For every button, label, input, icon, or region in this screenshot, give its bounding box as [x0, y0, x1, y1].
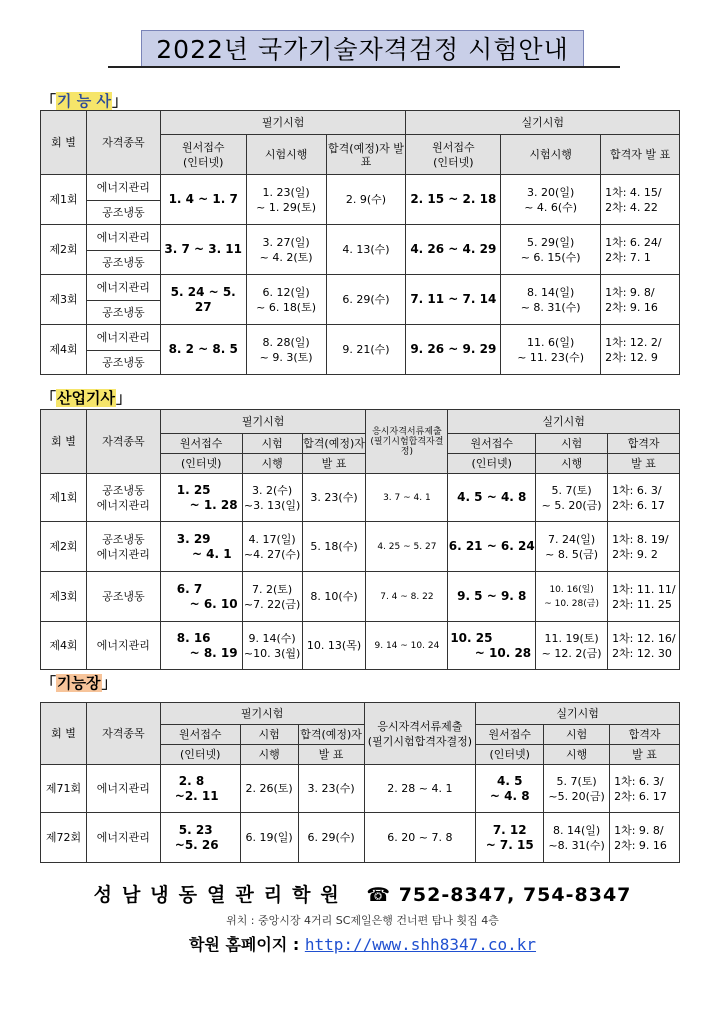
exam-end: ~ 5. 20(금) — [541, 498, 602, 512]
practical-apply-cell: 9. 26 ~ 9. 29 — [406, 325, 501, 375]
header-practical-exam: 시험 — [536, 434, 608, 454]
written-exam-cell — [246, 175, 326, 225]
subject-cell: 에너지관리 — [86, 325, 160, 351]
exam-end: ~7. 22(금) — [243, 597, 301, 611]
exam-start: 6. 12(일) — [262, 285, 310, 299]
result-second: 2차: 6. 17 — [614, 789, 667, 803]
result-second: 2차: 12. 30 — [612, 646, 672, 660]
header-exam-2: 시행 — [242, 454, 302, 474]
exam-start: 3. 20(일) — [527, 185, 575, 199]
docs-cell: 3. 7 ~ 4. 1 — [366, 474, 448, 522]
round-cell: 제72회 — [41, 813, 87, 863]
practical-apply-cell: 4. 5 ~ 4. 8 — [448, 474, 536, 522]
result-second: 2차: 9. 16 — [605, 300, 658, 314]
subject-cell: 공조냉동 — [86, 572, 160, 622]
exam-end: ~ 6. 15(수) — [520, 250, 581, 264]
header-practical-exam: 시험시행 — [501, 135, 601, 175]
header-docs — [366, 410, 448, 474]
subject-cell: 에너지관리 — [86, 813, 160, 863]
header-apply: 원서접수 — [160, 434, 242, 454]
exam-start: 10. 16(일) — [549, 584, 594, 595]
subject-line: 공조냉동 — [102, 532, 145, 546]
subject-cell: 에너지관리 — [86, 225, 160, 251]
exam-end: ~4. 27(수) — [243, 547, 301, 561]
final-result-cell — [601, 175, 680, 225]
header-apply-label: 원서접수 — [181, 140, 225, 154]
exam-end: ~ 4. 6(수) — [524, 200, 578, 214]
exam-end: ~ 11. 23(수) — [517, 350, 585, 364]
practical-apply-cell — [448, 622, 536, 670]
practical-exam-cell — [501, 275, 601, 325]
written-apply-cell — [160, 522, 242, 572]
bracket-open: 「 — [41, 389, 57, 407]
exam-end: ~ 8. 31(수) — [520, 300, 581, 314]
written-exam-cell — [242, 572, 302, 622]
academy-contact-line — [0, 880, 725, 907]
header-apply — [160, 135, 246, 175]
title-underline — [108, 66, 620, 68]
written-result-cell: 5. 18(수) — [302, 522, 366, 572]
written-result-cell: 6. 29(수) — [326, 275, 406, 325]
header-online: (인터넷) — [160, 454, 242, 474]
telephone-icon: ☎ — [366, 884, 392, 906]
result-first: 1차: 9. 8/ — [614, 823, 664, 837]
written-apply-cell — [160, 765, 240, 813]
homepage-line — [0, 932, 725, 955]
round-cell: 제1회 — [41, 474, 87, 522]
apply-end: ~5. 26 — [174, 837, 219, 852]
written-exam-cell — [242, 622, 302, 670]
exam-end: ~ 8. 5(금) — [545, 547, 599, 561]
docs-cell: 4. 25 ~ 5. 27 — [366, 522, 448, 572]
docs-cell: 7. 4 ~ 8. 22 — [366, 572, 448, 622]
exam-end: ~3. 13(일) — [243, 498, 301, 512]
written-apply-cell: 8. 2 ~ 8. 5 — [160, 325, 246, 375]
written-apply-cell — [160, 622, 242, 670]
result-second: 2차: 9. 2 — [612, 547, 658, 561]
exam-end: ~5. 20(금) — [548, 789, 605, 803]
subject-cell: 에너지관리 — [86, 622, 160, 670]
subject-line: 공조냉동 — [102, 483, 145, 497]
result-first: 1차: 6. 3/ — [614, 774, 664, 788]
subject-cell: 에너지관리 — [86, 275, 160, 301]
result-first: 1차: 4. 15/ — [605, 185, 662, 199]
header-exam: 시험시행 — [246, 135, 326, 175]
apply-end: ~2. 11 — [174, 788, 219, 803]
location-text: 위치 : 중앙시장 4거리 SC제일은행 건너편 탐나 횟집 4층 — [226, 914, 499, 927]
round-cell: 제1회 — [41, 175, 87, 225]
saneopgisa-schedule-table — [40, 409, 680, 670]
bracket-close: 」 — [101, 674, 117, 692]
written-result-cell: 3. 23(수) — [302, 474, 366, 522]
result-first: 1차: 9. 8/ — [605, 285, 655, 299]
header-online-label: (인터넷) — [433, 155, 474, 169]
header-written: 필기시험 — [160, 410, 366, 434]
header-written: 필기시험 — [160, 703, 364, 725]
practical-apply-cell — [476, 813, 544, 863]
written-result-cell: 8. 10(수) — [302, 572, 366, 622]
practical-exam-cell — [536, 622, 608, 670]
exam-start: 5. 7(토) — [551, 483, 592, 497]
header-result: 합격(예정)자 — [298, 725, 364, 745]
apply-end: ~ 4. 1 — [191, 546, 232, 561]
written-exam-cell — [242, 474, 302, 522]
subject-cell: 공조냉동 — [86, 351, 160, 375]
exam-end: ~ 1. 29(토) — [256, 200, 317, 214]
apply-end: ~ 6. 10 — [189, 596, 238, 611]
exam-start: 4. 17(일) — [248, 532, 296, 546]
apply-start: 10. 25 — [450, 630, 493, 645]
written-result-cell: 3. 23(수) — [298, 765, 364, 813]
apply-end: ~ 7. 15 — [485, 837, 534, 852]
header-exam-2: 시행 — [544, 745, 610, 765]
result-second: 2차: 11. 25 — [612, 597, 672, 611]
result-first: 1차: 8. 19/ — [612, 532, 669, 546]
round-cell: 제2회 — [41, 522, 87, 572]
written-apply-cell — [160, 474, 242, 522]
practical-exam-cell — [536, 572, 608, 622]
final-result-cell — [608, 522, 680, 572]
bracket-open: 「 — [41, 674, 57, 692]
apply-start: 4. 5 — [497, 773, 523, 788]
result-first: 1차: 6. 3/ — [612, 483, 662, 497]
apply-start: 1. 25 — [176, 482, 211, 497]
apply-end: ~ 4. 8 — [489, 788, 530, 803]
exam-end: ~10. 3(월) — [243, 646, 301, 660]
exam-end: ~ 10. 28(금) — [544, 598, 599, 609]
header-result: 합격(예정)자 발 표 — [326, 135, 406, 175]
header-round: 회 별 — [41, 410, 87, 474]
apply-start: 5. 23 — [178, 822, 213, 837]
bracket-close: 」 — [111, 92, 127, 110]
header-subject: 자격종목 — [86, 703, 160, 765]
header-round: 회 별 — [41, 703, 87, 765]
result-second: 2차: 7. 1 — [605, 250, 651, 264]
exam-start: 3. 27(일) — [262, 235, 310, 249]
round-cell: 제2회 — [41, 225, 87, 275]
header-practical: 실기시험 — [476, 703, 680, 725]
written-result-cell: 4. 13(수) — [326, 225, 406, 275]
header-online-label: (인터넷) — [182, 155, 224, 169]
subject-cell: 공조냉동 — [86, 301, 160, 325]
practical-apply-cell: 9. 5 ~ 9. 8 — [448, 572, 536, 622]
written-exam-cell — [246, 275, 326, 325]
subject-cell: 공조냉동 — [86, 251, 160, 275]
practical-exam-cell — [536, 522, 608, 572]
header-exam: 시험 — [240, 725, 298, 745]
result-first: 1차: 11. 11/ — [612, 582, 676, 596]
bracket-close: 」 — [115, 389, 131, 407]
round-cell: 제71회 — [41, 765, 87, 813]
exam-start: 5. 29(일) — [527, 235, 575, 249]
apply-start: 6. 7 — [176, 581, 203, 596]
exam-end: ~ 4. 2(토) — [259, 250, 313, 264]
exam-end: ~8. 31(수) — [548, 838, 605, 852]
section-title: 산업기사 — [57, 389, 115, 407]
bracket-open: 「 — [41, 92, 57, 110]
round-cell: 제4회 — [41, 622, 87, 670]
header-subject: 자격종목 — [86, 410, 160, 474]
written-result-cell: 2. 9(수) — [326, 175, 406, 225]
header-result-2: 발 표 — [302, 454, 366, 474]
result-second: 2차: 4. 22 — [605, 200, 658, 214]
header-practical-apply: 원서접수 — [476, 725, 544, 745]
title-wrap — [0, 30, 725, 68]
header-final-result: 합격자 발 표 — [601, 135, 680, 175]
docs-sublabel: (필기시험합격자결정) — [370, 436, 444, 457]
exam-start: 11. 6(일) — [527, 335, 575, 349]
practical-apply-cell: 7. 11 ~ 7. 14 — [406, 275, 501, 325]
header-apply-label: 원서접수 — [432, 140, 475, 154]
written-apply-cell: 3. 7 ~ 3. 11 — [160, 225, 246, 275]
apply-end: ~ 1. 28 — [189, 497, 238, 512]
practical-apply-cell: 6. 21 ~ 6. 24 — [448, 522, 536, 572]
gineungjang-schedule-table — [40, 702, 680, 863]
header-online: (인터넷) — [160, 745, 240, 765]
written-apply-cell: 5. 24 ~ 5. 27 — [160, 275, 246, 325]
practical-apply-cell: 4. 26 ~ 4. 29 — [406, 225, 501, 275]
exam-start: 8. 28(일) — [262, 335, 310, 349]
homepage-label: 학원 홈페이지 : — [188, 935, 300, 954]
result-first: 1차: 12. 2/ — [605, 335, 662, 349]
page-title: 2022년 국가기술자격검정 시험안내 — [141, 30, 583, 68]
round-cell: 제3회 — [41, 572, 87, 622]
exam-end: ~ 12. 2(금) — [541, 646, 602, 660]
written-exam-cell — [246, 225, 326, 275]
section-title: 기 능 사 — [57, 92, 111, 110]
exam-start: 1. 23(일) — [262, 185, 310, 199]
exam-start: 9. 14(수) — [248, 631, 296, 645]
header-practical-exam: 시험 — [544, 725, 610, 745]
docs-cell: 6. 20 ~ 7. 8 — [364, 813, 476, 863]
final-result-cell — [610, 813, 680, 863]
header-subject: 자격종목 — [86, 111, 160, 175]
header-written: 필기시험 — [160, 111, 406, 135]
written-exam-cell — [246, 325, 326, 375]
practical-apply-cell — [476, 765, 544, 813]
practical-exam-cell — [536, 474, 608, 522]
result-second: 2차: 9. 16 — [614, 838, 667, 852]
written-apply-cell — [160, 572, 242, 622]
academy-name: 성남냉동열관리학원 — [93, 884, 349, 906]
apply-start: 7. 12 — [492, 822, 527, 837]
section-heading-gineungsa — [41, 90, 127, 111]
result-first: 1차: 6. 24/ — [605, 235, 662, 249]
header-result: 합격(예정)자 — [302, 434, 366, 454]
final-result-cell — [608, 474, 680, 522]
header-exam-2: 시행 — [240, 745, 298, 765]
written-result-cell: 9. 21(수) — [326, 325, 406, 375]
written-exam-cell: 6. 19(일) — [240, 813, 298, 863]
practical-exam-cell — [501, 325, 601, 375]
apply-start: 2. 8 — [178, 773, 205, 788]
exam-start: 8. 14(일) — [553, 823, 601, 837]
exam-end: ~ 9. 3(토) — [259, 350, 313, 364]
final-result-cell — [601, 225, 680, 275]
result-second: 2차: 6. 17 — [612, 498, 665, 512]
final-result-cell — [610, 765, 680, 813]
written-apply-cell: 1. 4 ~ 1. 7 — [160, 175, 246, 225]
written-apply-cell — [160, 813, 240, 863]
subject-cell: 에너지관리 — [86, 765, 160, 813]
section-heading-gineungjang — [41, 672, 117, 693]
written-result-cell: 6. 29(수) — [298, 813, 364, 863]
docs-label: 응시자격서류제출 — [377, 719, 463, 733]
round-cell: 제4회 — [41, 325, 87, 375]
header-practical-apply: 원서접수 — [448, 434, 536, 454]
header-exam-2: 시행 — [536, 454, 608, 474]
docs-label: 응시자격서류제출 — [372, 426, 442, 437]
apply-start: 8. 16 — [176, 630, 211, 645]
practical-exam-cell — [501, 175, 601, 225]
gineungsa-schedule-table — [40, 110, 680, 375]
header-online: (인터넷) — [476, 745, 544, 765]
header-apply: 원서접수 — [160, 725, 240, 745]
subject-cell — [86, 474, 160, 522]
exam-start: 5. 7(토) — [556, 774, 597, 788]
apply-end: ~ 10. 28 — [474, 645, 532, 660]
header-practical-apply — [406, 135, 501, 175]
written-exam-cell: 2. 26(토) — [240, 765, 298, 813]
apply-start: 3. 29 — [176, 531, 211, 546]
practical-exam-cell — [544, 813, 610, 863]
exam-start: 3. 2(수) — [251, 483, 293, 497]
docs-cell: 9. 14 ~ 10. 24 — [366, 622, 448, 670]
result-second: 2차: 12. 9 — [605, 350, 658, 364]
section-title: 기능장 — [57, 674, 101, 692]
section-heading-saneopgisa — [41, 387, 131, 408]
subject-cell: 에너지관리 — [86, 175, 160, 201]
exam-end: ~ 6. 18(토) — [256, 300, 317, 314]
header-final-result-2: 발 표 — [608, 454, 680, 474]
final-result-cell — [601, 275, 680, 325]
header-practical: 실기시험 — [448, 410, 680, 434]
header-docs — [364, 703, 476, 765]
practical-apply-cell: 2. 15 ~ 2. 18 — [406, 175, 501, 225]
practical-exam-cell — [544, 765, 610, 813]
subject-cell — [86, 522, 160, 572]
subject-cell: 공조냉동 — [86, 201, 160, 225]
round-cell: 제3회 — [41, 275, 87, 325]
header-online: (인터넷) — [448, 454, 536, 474]
final-result-cell — [608, 622, 680, 670]
result-first: 1차: 12. 16/ — [612, 631, 676, 645]
practical-exam-cell — [501, 225, 601, 275]
header-practical: 실기시험 — [406, 111, 680, 135]
docs-sublabel: (필기시험합격자결정) — [367, 734, 472, 748]
phone-numbers: 752-8347, 754-8347 — [398, 884, 632, 906]
subject-line: 에너지관리 — [96, 547, 150, 561]
header-exam: 시험 — [242, 434, 302, 454]
subject-line: 에너지관리 — [96, 498, 150, 512]
exam-start: 7. 24(일) — [548, 532, 596, 546]
exam-start: 7. 2(토) — [251, 582, 293, 596]
header-final-result: 합격자 — [610, 725, 680, 745]
exam-start: 11. 19(토) — [544, 631, 599, 645]
written-result-cell: 10. 13(목) — [302, 622, 366, 670]
header-round: 회 별 — [41, 111, 87, 175]
final-result-cell — [608, 572, 680, 622]
written-exam-cell — [242, 522, 302, 572]
header-result-2: 발 표 — [298, 745, 364, 765]
header-final-result: 합격자 — [608, 434, 680, 454]
exam-start: 8. 14(일) — [527, 285, 575, 299]
apply-end: ~ 8. 19 — [189, 645, 238, 660]
final-result-cell — [601, 325, 680, 375]
homepage-link[interactable]: http://www.shh8347.co.kr — [304, 935, 537, 954]
docs-cell: 2. 28 ~ 4. 1 — [364, 765, 476, 813]
header-final-result-2: 발 표 — [610, 745, 680, 765]
